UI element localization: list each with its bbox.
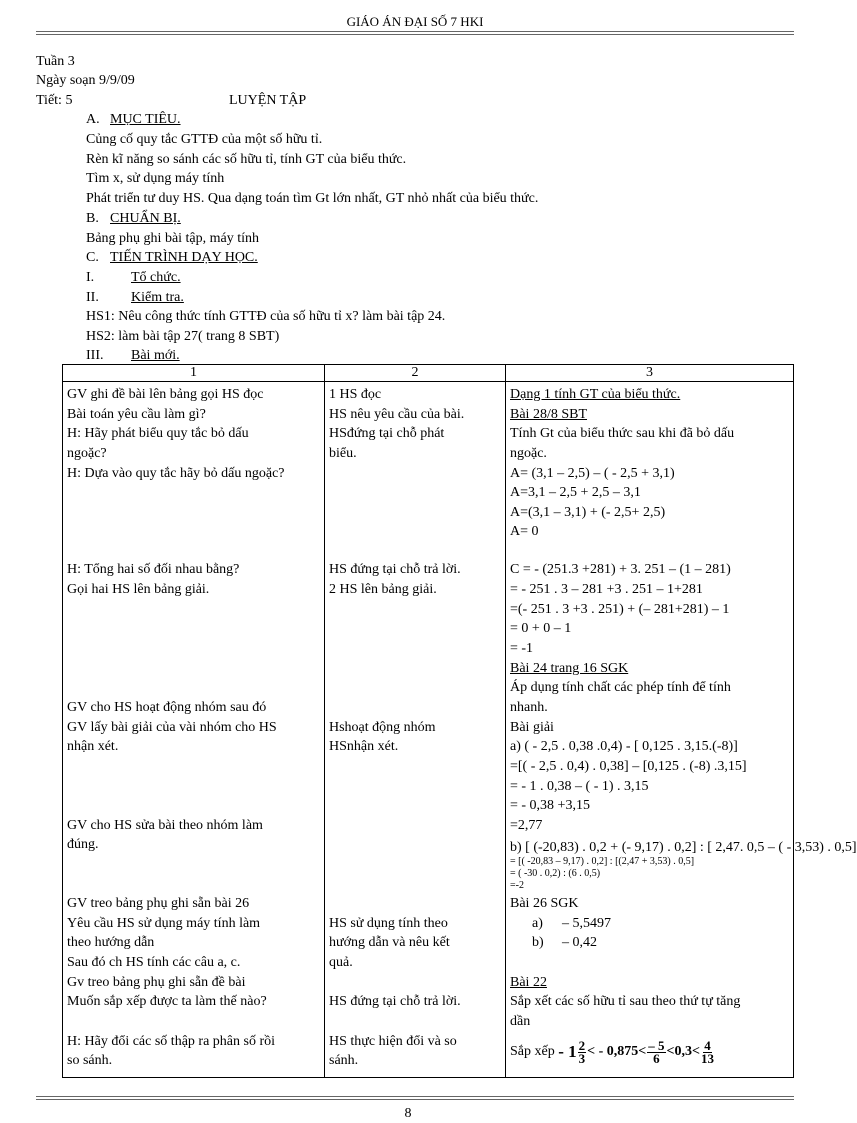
lesson-title: LUYỆN TẬP (229, 93, 307, 108)
teacher-line: H: Dựa vào quy tắc hãy bỏ dấu ngoặc? (67, 466, 285, 481)
section-a-title: MỤC TIÊU. (110, 112, 181, 127)
week-label: Tuần 3 (36, 54, 75, 69)
content-line: A= 0 (510, 524, 539, 539)
header-rule-bottom (36, 34, 794, 35)
content-line: Áp dụng tính chất các phép tính để tính (510, 680, 731, 695)
student-line: Hshoạt động nhóm (329, 720, 436, 735)
teacher-line: H: Hãy đổi các số thập ra phân số rồi (67, 1034, 275, 1049)
sort-result (510, 1036, 789, 1068)
fraction-numerator: 2 (578, 1037, 586, 1053)
exercise-title: Bài 22 (510, 975, 547, 990)
check-hs1: HS1: Nêu công thức tính GTTĐ của số hữu tỉ x? làm bài tập 24. (86, 309, 446, 324)
content-line: =[( - 2,5 . 0,4) . 0,38] – [0,125 . (-8) .3,15] (510, 759, 747, 774)
fraction-numerator: 4 (704, 1037, 711, 1053)
check-hs2: HS2: làm bài tập 27( trang 8 SBT) (86, 329, 280, 344)
teacher-line: theo hướng dẫn (67, 935, 155, 950)
prep-date: Ngày soạn 9/9/09 (36, 73, 135, 88)
content-line: a) ( - 2,5 . 0,38 .0,4) - [ 0,125 . 3,15.(-8)] (510, 739, 738, 754)
content-line: A=3,1 – 2,5 + 2,5 – 3,1 (510, 485, 641, 500)
teacher-line: GV treo bảng phụ ghi sẵn bài 26 (67, 896, 250, 911)
teacher-line: GV lấy bài giải của vài nhóm cho HS (67, 720, 277, 735)
content-line: = -1 (510, 641, 534, 656)
content-line: = ( -30 . 0,2) : (6 . 0,5) (510, 868, 601, 879)
teacher-line: so sánh. (67, 1053, 113, 1068)
content-cell (506, 382, 857, 1078)
content-line: nhanh. (510, 700, 548, 715)
objective-item: Rèn kĩ năng so sánh các số hữu tỉ, tính GT của biểu thức. (86, 152, 407, 167)
content-line: Tính Gt của biểu thức sau khi đã bỏ dấu (510, 426, 735, 441)
teacher-line: ngoặc? (67, 446, 107, 461)
fraction (647, 1037, 665, 1066)
student-line: sánh. (329, 1053, 359, 1068)
preparation-text: Bảng phụ ghi bài tập, máy tính (86, 231, 260, 246)
content-line: =2,77 (510, 818, 543, 833)
content-line: C = - (251.3 +281) + 3. 251 – (1 – 281) (510, 562, 731, 577)
fraction (700, 1037, 714, 1066)
sort-mid: <0,3< (666, 1044, 700, 1060)
content-line: dần (510, 1014, 531, 1029)
content-line: A=(3,1 – 3,1) + (- 2,5+ 2,5) (510, 505, 666, 520)
objective-item: Phát triển tư duy HS. Qua dạng toán tìm Gt lớn nhất, GT nhỏ nhất của biểu thức. (86, 191, 539, 206)
teacher-line: GV ghi đề bài lên bảng gọi HS đọc (67, 387, 264, 402)
student-line: HS nêu yêu cầu của bài. (329, 407, 465, 422)
step-i-label: I. (86, 270, 95, 285)
exercise-title: Bài 28/8 SBT (510, 407, 588, 422)
step-ii-title: Kiểm tra. (131, 290, 184, 305)
student-line: HSđứng tại chỗ phát (329, 426, 445, 441)
header-rule-top (36, 31, 794, 32)
column-header: 2 (325, 365, 506, 382)
fraction-denominator: 6 (653, 1050, 660, 1066)
column-header: 3 (506, 365, 794, 382)
exercise-title: Bài 26 SGK (510, 896, 579, 911)
page-number: 8 (404, 1106, 412, 1121)
column-header: 1 (63, 365, 325, 382)
answer-value: – 0,42 (562, 935, 597, 950)
sort-neg: - 1 (558, 1042, 577, 1062)
step-ii-label: II. (86, 290, 99, 305)
student-line: HS sử dụng tính theo (329, 916, 448, 931)
student-line: hướng dẫn và nêu kết (329, 935, 450, 950)
step-i-title: Tổ chức. (131, 270, 181, 285)
objective-item: Củng cố quy tắc GTTĐ của một số hữu tỉ. (86, 132, 323, 147)
answer-label: b) (532, 935, 544, 950)
section-b-label: B. (86, 211, 99, 226)
student-line: biểu. (329, 446, 357, 461)
step-iii-label: III. (86, 348, 104, 363)
teacher-line: đúng. (67, 837, 99, 852)
objective-item: Tìm x, sử dụng máy tính (86, 171, 225, 186)
student-line: HS đứng tại chỗ trả lời. (329, 562, 461, 577)
section-c-title: TIẾN TRÌNH DẠY HỌC. (110, 250, 258, 265)
lesson-table (62, 364, 857, 1078)
student-line: 1 HS đọc (329, 387, 382, 402)
period-label: Tiết: 5 (36, 93, 73, 108)
teacher-line: Gọi hai HS lên bảng giải. (67, 582, 210, 597)
answer-value: – 5,5497 (562, 916, 611, 931)
student-activities-cell (325, 382, 506, 1078)
student-line: 2 HS lên bảng giải. (329, 582, 437, 597)
teacher-line: Sau đó ch HS tính các câu a, c. (67, 955, 241, 970)
step-iii-title: Bài mới. (131, 348, 180, 363)
content-line: = - 251 . 3 – 281 +3 . 251 – 1+281 (510, 582, 703, 597)
teacher-line: Bài toán yêu cầu làm gì? (67, 407, 206, 422)
exercise-title: Bài 24 trang 16 SGK (510, 661, 629, 676)
teacher-line: H: Hãy phát biểu quy tắc bỏ dấu (67, 426, 249, 441)
section-b-title: CHUẨN BỊ. (110, 211, 181, 226)
footer-rule-top (36, 1096, 794, 1097)
content-line: =-2 (510, 880, 524, 891)
student-line: quả. (329, 955, 353, 970)
student-line: HSnhận xét. (329, 739, 399, 754)
document-header: GIÁO ÁN ĐẠI SỐ 7 HKI (346, 14, 484, 29)
teacher-activities-cell (63, 382, 325, 1078)
content-line: = [( -20,83 – 9,17) . 0,2] : [(2,47 + 3,53) . 0,5] (510, 856, 695, 867)
fraction (578, 1037, 587, 1066)
student-line: HS thực hiện đổi và so (329, 1034, 457, 1049)
content-line: b) [ (-20,83) . 0,2 + (- 9,17) . 0,2] : [ 2,47. 0,5 – ( - 3,53) . 0,5] (510, 840, 857, 855)
teacher-line: nhận xét. (67, 739, 119, 754)
content-line: ngoặc. (510, 446, 547, 461)
teacher-line: GV cho HS hoạt động nhóm sau đó (67, 700, 267, 715)
footer-rule-bottom (36, 1099, 794, 1100)
content-line: A= (3,1 – 2,5) – ( - 2,5 + 3,1) (510, 466, 675, 481)
student-line: HS đứng tại chỗ trả lời. (329, 994, 461, 1009)
sort-mid: < - 0,875< (587, 1044, 647, 1060)
fraction-numerator: – 5 (648, 1037, 665, 1053)
teacher-line: H: Tổng hai số đối nhau bằng? (67, 562, 240, 577)
section-c-label: C. (86, 250, 99, 265)
content-heading: Dạng 1 tính GT của biểu thức. (510, 387, 681, 402)
content-line: Sắp xết các số hữu tỉ sau theo thứ tự tăng (510, 994, 741, 1009)
teacher-line: Gv treo bảng phụ ghi sẵn đề bài (67, 975, 246, 990)
content-line: =(- 251 . 3 +3 . 251) + (– 281+281) – 1 (510, 602, 730, 617)
teacher-line: GV cho HS sửa bài theo nhóm làm (67, 818, 263, 833)
content-line: = 0 + 0 – 1 (510, 621, 572, 636)
sort-prefix: Sắp xếp (510, 1044, 555, 1060)
section-a-label: A. (86, 112, 100, 127)
teacher-line: Muốn sắp xếp được ta làm thế nào? (67, 994, 267, 1009)
fraction-denominator: 3 (578, 1050, 586, 1066)
answer-label: a) (532, 916, 543, 931)
content-line: = - 1 . 0,38 – ( - 1) . 3,15 (510, 779, 649, 794)
teacher-line: Yêu cầu HS sử dụng máy tính làm (67, 916, 261, 931)
content-line: Bài giải (510, 720, 554, 735)
fraction-denominator: 13 (700, 1050, 714, 1066)
content-line: = - 0,38 +3,15 (510, 798, 590, 813)
